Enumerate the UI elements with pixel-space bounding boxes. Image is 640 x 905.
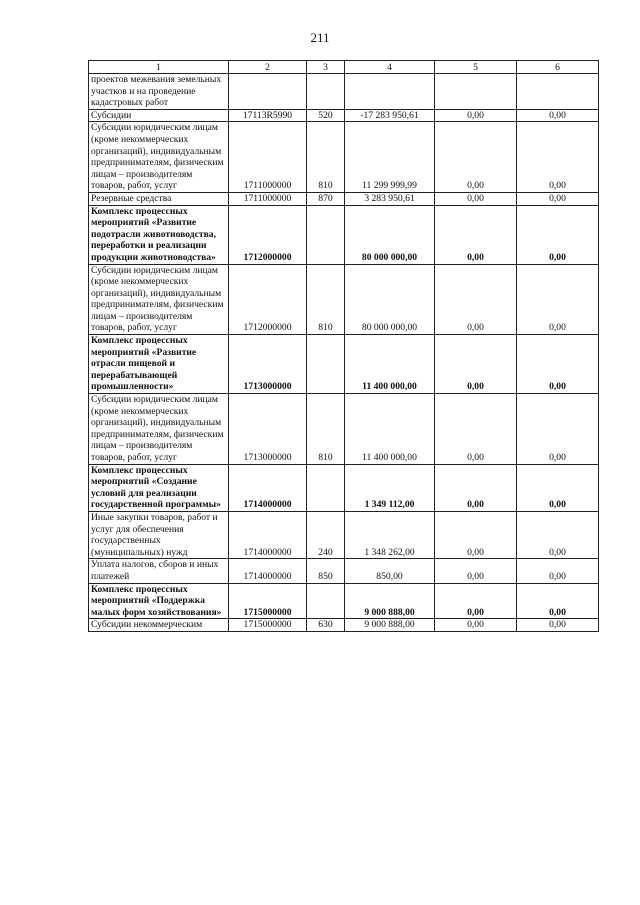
target-code: 1714000000 xyxy=(229,464,307,511)
target-code: 1711000000 xyxy=(229,192,307,205)
table-row xyxy=(89,192,599,205)
column-header: 1 xyxy=(89,61,229,74)
amount: 80 000 000,00 xyxy=(345,264,435,335)
target-code: 1712000000 xyxy=(229,205,307,264)
expense-type xyxy=(307,205,345,264)
amount-year-3: 0,00 xyxy=(517,583,599,619)
target-code: 1713000000 xyxy=(229,394,307,465)
table-row xyxy=(89,394,599,465)
expense-type: 810 xyxy=(307,122,345,193)
expense-type: 810 xyxy=(307,394,345,465)
table-row xyxy=(89,464,599,511)
row-description: Комплекс процессных мероприятий «Создание условий для реализации государственной программы» xyxy=(89,464,229,511)
amount-year-2: 0,00 xyxy=(435,264,517,335)
amount-year-2: 0,00 xyxy=(435,559,517,583)
amount: 9 000 888,00 xyxy=(345,619,435,632)
row-description: Резервные средства xyxy=(89,192,229,205)
amount-year-3: 0,00 xyxy=(517,335,599,394)
amount-year-2: 0,00 xyxy=(435,511,517,558)
expense-type: 520 xyxy=(307,109,345,122)
amount: 11 400 000,00 xyxy=(345,394,435,465)
amount-year-2: 0,00 xyxy=(435,335,517,394)
amount-year-3: 0,00 xyxy=(517,464,599,511)
amount-year-3: 0,00 xyxy=(517,394,599,465)
expense-type: 870 xyxy=(307,192,345,205)
amount: 11 299 999,99 xyxy=(345,122,435,193)
column-header: 4 xyxy=(345,61,435,74)
expense-type: 850 xyxy=(307,559,345,583)
amount: 9 000 888,00 xyxy=(345,583,435,619)
row-description: Комплекс процессных мероприятий «Поддержка малых форм хозяйствования» xyxy=(89,583,229,619)
amount-year-3: 0,00 xyxy=(517,205,599,264)
expense-type: 240 xyxy=(307,511,345,558)
table-row xyxy=(89,74,599,110)
amount-year-2: 0,00 xyxy=(435,583,517,619)
row-description: Субсидии xyxy=(89,109,229,122)
amount: -17 283 950,61 xyxy=(345,109,435,122)
column-header: 6 xyxy=(517,61,599,74)
expense-type xyxy=(307,583,345,619)
expense-type xyxy=(307,74,345,110)
target-code: 1715000000 xyxy=(229,619,307,632)
target-code: 17113R5990 xyxy=(229,109,307,122)
amount: 1 348 262,00 xyxy=(345,511,435,558)
amount: 80 000 000,00 xyxy=(345,205,435,264)
amount-year-2: 0,00 xyxy=(435,192,517,205)
budget-table xyxy=(88,60,599,632)
amount-year-3 xyxy=(517,74,599,110)
amount: 1 349 112,00 xyxy=(345,464,435,511)
target-code: 1712000000 xyxy=(229,264,307,335)
amount-year-2 xyxy=(435,74,517,110)
table-row xyxy=(89,619,599,632)
row-description: Субсидии юридическим лицам (кроме некоммерческих организаций), индивидуальным предпринимателям, физическим лицам – производителям товаров, работ, услуг xyxy=(89,394,229,465)
amount-year-3: 0,00 xyxy=(517,122,599,193)
amount-year-2: 0,00 xyxy=(435,122,517,193)
target-code xyxy=(229,74,307,110)
row-description: Иные закупки товаров, работ и услуг для обеспечения государственных (муниципальных) нужд xyxy=(89,511,229,558)
table-row xyxy=(89,511,599,558)
table-header-row xyxy=(89,61,599,74)
table-row xyxy=(89,264,599,335)
row-description: Субсидии некоммерческим xyxy=(89,619,229,632)
target-code: 1713000000 xyxy=(229,335,307,394)
amount-year-3: 0,00 xyxy=(517,559,599,583)
amount-year-2: 0,00 xyxy=(435,205,517,264)
expense-type xyxy=(307,335,345,394)
page-number: 211 xyxy=(310,30,330,45)
row-description: Комплекс процессных мероприятий «Развитие отрасли пищевой и перерабатывающей промышленности» xyxy=(89,335,229,394)
amount-year-2: 0,00 xyxy=(435,109,517,122)
table-row xyxy=(89,109,599,122)
row-description: Субсидии юридическим лицам (кроме некоммерческих организаций), индивидуальным предпринимателям, физическим лицам – производителям товаров, работ, услуг xyxy=(89,122,229,193)
row-description: Комплекс процессных мероприятий «Развитие подотрасли животноводства, переработки и реализации продукции животноводства» xyxy=(89,205,229,264)
amount-year-2: 0,00 xyxy=(435,394,517,465)
amount: 3 283 950,61 xyxy=(345,192,435,205)
amount: 850,00 xyxy=(345,559,435,583)
row-description: Уплата налогов, сборов и иных платежей xyxy=(89,559,229,583)
amount-year-3: 0,00 xyxy=(517,264,599,335)
target-code: 1714000000 xyxy=(229,511,307,558)
table-row xyxy=(89,559,599,583)
amount xyxy=(345,74,435,110)
table-row xyxy=(89,122,599,193)
amount: 11 400 000,00 xyxy=(345,335,435,394)
table-row xyxy=(89,583,599,619)
column-header: 2 xyxy=(229,61,307,74)
expense-type: 810 xyxy=(307,264,345,335)
amount-year-3: 0,00 xyxy=(517,109,599,122)
expense-type: 630 xyxy=(307,619,345,632)
amount-year-2: 0,00 xyxy=(435,619,517,632)
row-description: Субсидии юридическим лицам (кроме некоммерческих организаций), индивидуальным предпринимателям, физическим лицам – производителям товаров, работ, услуг xyxy=(89,264,229,335)
column-header: 3 xyxy=(307,61,345,74)
expense-type xyxy=(307,464,345,511)
amount-year-3: 0,00 xyxy=(517,619,599,632)
target-code: 1715000000 xyxy=(229,583,307,619)
row-description: проектов межевания земельных участков и на проведение кадастровых работ xyxy=(89,74,229,110)
table-row xyxy=(89,205,599,264)
table-row xyxy=(89,335,599,394)
target-code: 1714000000 xyxy=(229,559,307,583)
column-header: 5 xyxy=(435,61,517,74)
amount-year-3: 0,00 xyxy=(517,192,599,205)
amount-year-3: 0,00 xyxy=(517,511,599,558)
amount-year-2: 0,00 xyxy=(435,464,517,511)
table-body xyxy=(89,74,599,632)
target-code: 1711000000 xyxy=(229,122,307,193)
